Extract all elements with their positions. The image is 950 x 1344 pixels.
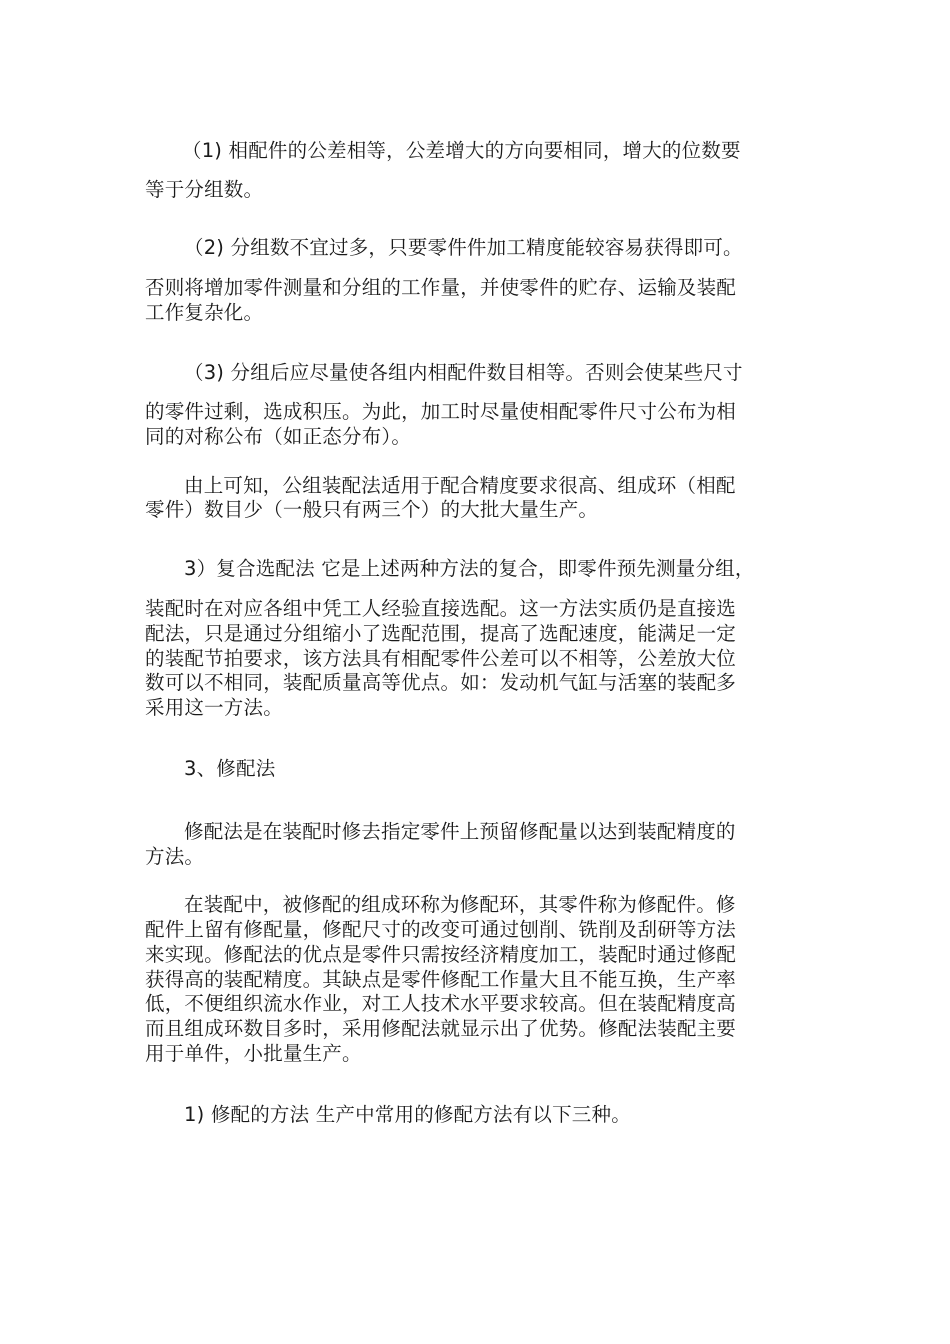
paragraph-5-line-2: 装配时在对应各组中凭工人经验直接选配。这一方法实质仍是直接选 — [145, 597, 737, 620]
paragraph-8-line-7: 用于单件，小批量生产。 — [145, 1042, 362, 1065]
paragraph-7-line-2: 方法。 — [145, 845, 205, 868]
paragraph-2-line-2: 否则将增加零件测量和分组的工作量，并使零件的贮存、运输及装配 — [145, 276, 737, 299]
paragraph-2-line-1: （2) 分组数不宜过多，只要零件件加工精度能较容易获得即可。 — [184, 236, 743, 259]
paragraph-1-line-1: （1) 相配件的公差相等，公差增大的方向要相同，增大的位数要 — [182, 139, 741, 162]
paragraph-1-line-2: 等于分组数。 — [145, 178, 264, 201]
paragraph-8-line-6: 而且组成环数目多时，采用修配法就显示出了优势。修配法装配主要 — [145, 1017, 737, 1040]
paragraph-8-line-1: 在装配中，被修配的组成环称为修配环，其零件称为修配件。修 — [184, 893, 736, 916]
paragraph-2-line-3: 工作复杂化。 — [145, 301, 264, 324]
paragraph-4-line-1: 由上可知，公组装配法适用于配合精度要求很高、组成环（相配 — [184, 474, 736, 497]
paragraph-8-line-2: 配件上留有修配量，修配尺寸的改变可通过刨削、铣削及刮研等方法 — [145, 918, 737, 941]
paragraph-3-line-3: 同的对称公布（如正态分布）。 — [145, 425, 412, 448]
paragraph-8-line-3: 来实现。修配法的优点是零件只需按经济精度加工，装配时通过修配 — [145, 943, 737, 966]
paragraph-3-line-2: 的零件过剩，选成积压。为此，加工时尽量使相配零件尺寸公布为相 — [145, 400, 737, 423]
paragraph-5-line-4: 的装配节拍要求，该方法具有相配零件公差可以不相等，公差放大位 — [145, 647, 737, 670]
paragraph-8-line-5: 低，不便组织流水作业，对工人技术水平要求较高。但在装配精度高 — [145, 992, 737, 1015]
paragraph-8-line-4: 获得高的装配精度。其缺点是零件修配工作量大且不能互换，生产率 — [145, 968, 737, 991]
paragraph-7-line-1: 修配法是在装配时修去指定零件上预留修配量以达到装配精度的 — [184, 820, 736, 843]
section-heading: 3、修配法 — [184, 757, 276, 780]
paragraph-5-line-3: 配法，只是通过分组缩小了选配范围，提高了选配速度，能满足一定 — [145, 622, 737, 645]
paragraph-5-line-5: 数可以不相同，装配质量高等优点。如：发动机气缸与活塞的装配多 — [145, 671, 737, 694]
paragraph-5-line-1: 3）复合选配法 它是上述两种方法的复合，即零件预先测量分组， — [184, 557, 755, 580]
paragraph-3-line-1: （3) 分组后应尽量使各组内相配件数目相等。否则会使某些尺寸 — [184, 361, 743, 384]
paragraph-5-line-6: 采用这一方法。 — [145, 696, 283, 719]
paragraph-9-line-1: 1) 修配的方法 生产中常用的修配方法有以下三种。 — [184, 1103, 631, 1126]
paragraph-4-line-2: 零件）数目少（一般只有两三个）的大批大量生产。 — [145, 498, 599, 521]
